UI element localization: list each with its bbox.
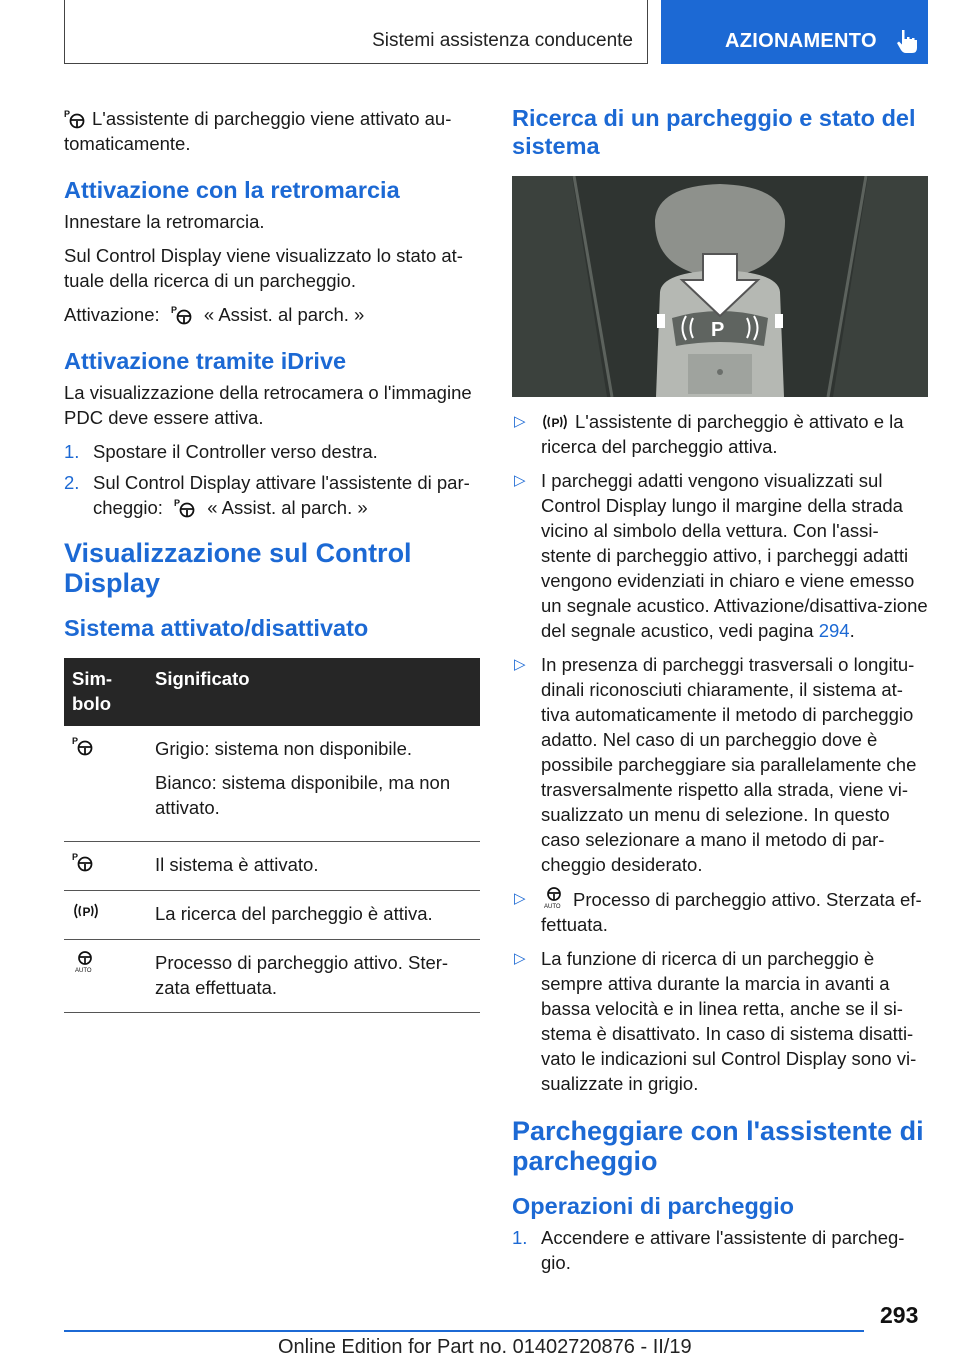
search-bullets [512,409,928,1096]
table-row [64,726,480,842]
reverse-p3-prefix: Attivazione: [64,304,160,325]
bullet-triangle-icon: ▷ [514,950,526,967]
menu-path-assist: « Assist. al parch. » [203,304,365,325]
svg-text:P: P [82,905,91,919]
table-row [64,842,480,891]
table-cell-symbol [64,940,147,1013]
table-cell-symbol [64,726,147,842]
operations-steps [512,1225,928,1275]
idrive-steps [64,439,480,520]
svg-text:P: P [174,498,181,508]
search-heading: Ricerca di un parcheggio e stato del sistema [512,105,916,159]
list-item [512,886,928,937]
reverse-p1: Innestare la retromarcia. [64,211,265,232]
menu-path-assist: « Assist. al parch. » [207,497,368,518]
right-column [512,104,928,1285]
list-item [64,470,480,520]
parking-search-waves-icon [72,901,100,921]
step-number: 1. [512,1227,528,1248]
header-chapter-label: AZIONAMENTO [725,30,877,52]
bullet-text: I parcheggi adatti vengono visualizzati sul Control Display lungo il margine della strada vicino al simbolo della vettura. Con l'assi-stente di parcheggio attivo, i parcheggi adatti vengono evidenziati in chiaro e viene emesso un segnale acustico. Attivazione/disattiva-zione del segnale acustico, vedi pagina [541,470,928,641]
step-number: 2. [64,472,80,493]
table-header-row [64,658,480,726]
display-heading: Visualizzazione sul Control Display [64,538,412,598]
table-header-meaning: Significato [147,658,480,726]
status-heading: Sistema attivato/disattivato [64,615,369,641]
intro-paragraph [64,106,480,156]
parking-display-photo [512,176,928,397]
bullet-text-end: . [849,620,855,641]
table-cell-symbol [64,842,147,891]
svg-text:P: P [72,852,79,862]
steering-wheel-auto-icon [72,950,98,974]
intro-text: L'assistente di parcheggio viene attivato au-tomaticamente. [64,108,452,154]
table-cell-text: Bianco: sistema disponibile, ma non attivato. [155,772,451,818]
left-column [64,106,480,1013]
bullet-text: L'assistente di parcheggio è attivato e la ricerca del parcheggio attiva. [541,411,904,457]
table-row [64,940,480,1013]
table-row [64,891,480,940]
svg-text:P: P [170,305,177,315]
svg-text:P: P [551,416,560,430]
step-text: Accendere e attivare l'assistente di parcheg-gio. [541,1227,905,1273]
idrive-heading: Attivazione tramite iDrive [64,348,347,374]
page-number: 293 [880,1302,919,1328]
svg-text:P: P [711,319,725,341]
svg-text:P: P [64,109,71,119]
bullet-text: La funzione di ricerca di un parcheggio è sempre attiva durante la marcia in avanti a bassa velocità e in linea retta, anche se il si-stema è disattivato. In caso di sistema disatti-vato le indicazioni sul Control Display sono vi-sualizzate in grigio. [541,948,917,1094]
table-cell-meaning: La ricerca del parcheggio è attiva. [147,891,480,940]
step-text: Spostare il Controller verso destra. [93,441,378,462]
parking-search-waves-icon [541,412,569,432]
steering-wheel-parking-icon [72,736,94,756]
steering-wheel-parking-icon [171,305,193,325]
table-header-symbol: Sim-bolo [64,658,147,726]
hand-pointer-icon [895,28,919,54]
list-item [512,468,928,643]
list-item [512,652,928,877]
operations-heading: Operazioni di parcheggio [512,1193,795,1219]
reverse-heading: Attivazione con la retromarcia [64,177,400,203]
steering-wheel-parking-icon [174,498,196,518]
list-item [512,409,928,459]
table-cell-meaning: Il sistema è attivato. [147,842,480,891]
bullet-triangle-icon: ▷ [514,656,526,673]
list-item [64,439,480,464]
bullet-text: Processo di parcheggio attivo. Sterzata ef-fettuata. [541,889,922,935]
bullet-triangle-icon: ▷ [514,890,526,907]
bullet-triangle-icon: ▷ [514,413,526,430]
symbol-table [64,658,480,1013]
step-text: Sul Control Display attivare l'assistente di par-cheggio: [93,472,470,518]
steering-wheel-parking-icon [64,109,86,129]
svg-text:AUTO: AUTO [544,904,561,910]
table-cell-symbol [64,891,147,940]
header-section-box [64,0,648,64]
reverse-p2: Sul Control Display viene visualizzato lo stato at-tuale della ricerca di un parcheggio. [64,245,463,291]
table-cell-meaning: Processo di parcheggio attivo. Ster-zata effettuata. [147,940,480,1013]
bullet-text: In presenza di parcheggi trasversali o longitu-dinali riconosciuti chiaramente, il sistema at-tiva automaticamente il metodo di parcheggio adatto. Nel caso di un parcheggio dove è possibile parcheggiare sia parallelamente che trasversalmente rispetto alla strada, viene vi-sualizzato un menu di selezione. In questo caso selezionare a mano il metodo di par-cheggio desiderato. [541,654,917,875]
list-item [512,946,928,1096]
steering-wheel-auto-icon [541,886,567,910]
step-number: 1. [64,441,80,462]
footer-edition: Online Edition for Part no. 01402720876 - II/19 [278,1336,692,1358]
header-chapter-tab[interactable] [661,0,928,64]
header-section-title: Sistemi assistenza conducente [372,30,633,51]
table-cell-text: Grigio: sistema non disponibile. [155,738,413,759]
page-link[interactable]: 294 [818,620,850,641]
parking-heading: Parcheggiare con l'assistente di parcheggio [512,1116,924,1176]
footer-divider [64,1330,864,1332]
table-cell-meaning [147,726,480,842]
reverse-p3 [64,302,480,327]
svg-text:AUTO: AUTO [75,968,92,974]
idrive-p1: La visualizzazione della retrocamera o l'immagine PDC deve essere attiva. [64,382,472,428]
steering-wheel-parking-icon [72,852,94,872]
bullet-triangle-icon: ▷ [514,472,526,489]
list-item [512,1225,928,1275]
svg-text:P: P [72,736,79,746]
